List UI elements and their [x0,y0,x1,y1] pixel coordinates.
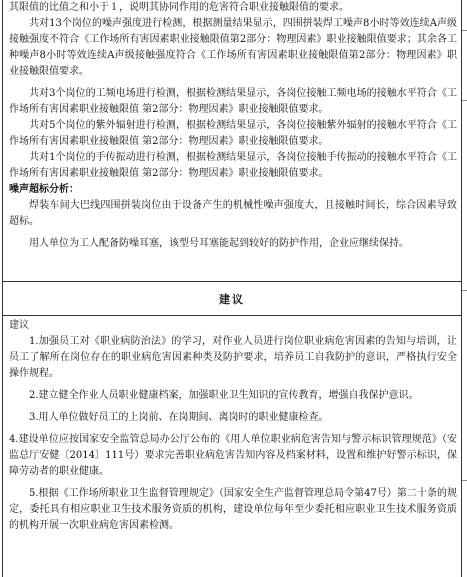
margin-mark [462,480,467,481]
paragraph-noise-cause: 焊装车间大巴线四围拼装岗位由于设备产生的机械性噪声强度大，且接触时间长，综合因素导致超标。 [9,200,457,227]
advice-cell [3,316,461,577]
paragraph-earplug-protection: 用人单位为工人配备防噪耳塞，该型号耳塞能起到较好的防护作用，企业应继续保持。 [29,238,409,249]
advice-item-3: 3.用人单位做好员工的上岗前、在岗期间、离岗时的职业健康检查。 [29,412,329,423]
margin-mark [462,100,467,101]
advice-item-2: 2.建立健全作业人员职业健康档案，加强职业卫生知识的宣传教育，增强自我保护意识。 [29,390,419,401]
report-table [2,0,462,577]
advice-section-title: 建议 [3,282,461,316]
paragraph-power-frequency-field: 共对3个岗位的工频电场进行检测，根据检测结果显示，各岗位接触工频电场的接触水平符合《工作场所有害因素职业接触限值 第2部分：物理因素》职业接触限值要求。 [9,88,457,115]
paragraph-noise-result: 共对13个岗位的噪声强度进行检测，根据测量结果显示，四围拼装焊工噪声8小时等效连续A声级接触强度不符合《工作场所有害因素职业接触限值第2部分：物理因素》职业接触限值要求；其余各工种噪声8小时等效连续A声级接触强度符合《工作场所有害因素职业接触限值第2部分：物理因素》职业接触限值要求。 [9,18,457,77]
paragraph-hand-vibration: 共对1个岗位的手传振动进行检测，根据检测结果显示，各岗位接触手传振动的接触水平符合《工作场所有害因素职业接触限值 第2部分：物理因素》职业接触限值要求。 [9,152,457,179]
paragraph-ultraviolet-radiation: 共对5个岗位的紫外辐射进行检测，根据检测结果显示，各岗位接触紫外辐射的接触水平符合《工作场所有害因素职业接触限值 第2部分：物理因素》职业接触限值要求。 [9,120,457,147]
advice-item-5: 5.根据《工作场所职业卫生监督管理规定》（国家安全生产监督管理总局令第47号）第二十条的规定，委托具有相应职业卫生技术服务资质的机构，建设单位每年至少委托相应职业卫生技术服务资质的机构开展一次职业病危害因素检测。 [9,488,457,531]
analysis-cell [3,0,461,282]
noise-analysis-heading: 噪声超标分析： [9,184,79,195]
margin-mark [462,30,467,31]
advice-intro: 建议 [9,320,29,331]
margin-mark [462,290,467,291]
advice-item-4: 4.建设单位应按国家安全监管总局办公厅公布的《用人单位职业病危害告知与警示标识管理规范》（安监总厅安健〔2014〕111号）要求完善职业病危害告知内容及档案材料，设置和维护好警示标识，保障劳动者的职业健康。 [9,434,457,477]
paragraph-mixture-conclusion: 其限值的比值之和小于１，说明其协同作用的危害符合职业接触限值的要求。 [9,2,349,13]
advice-item-1: 1.加强员工对《职业病防治法》的学习，对作业人员进行岗位职业病危害因素的告知与培训，让员工了解所在岗位存在的职业病危害因素种类及防护要求，培养员工自我防护的意识，严格执行安全操作规程。 [9,336,457,379]
